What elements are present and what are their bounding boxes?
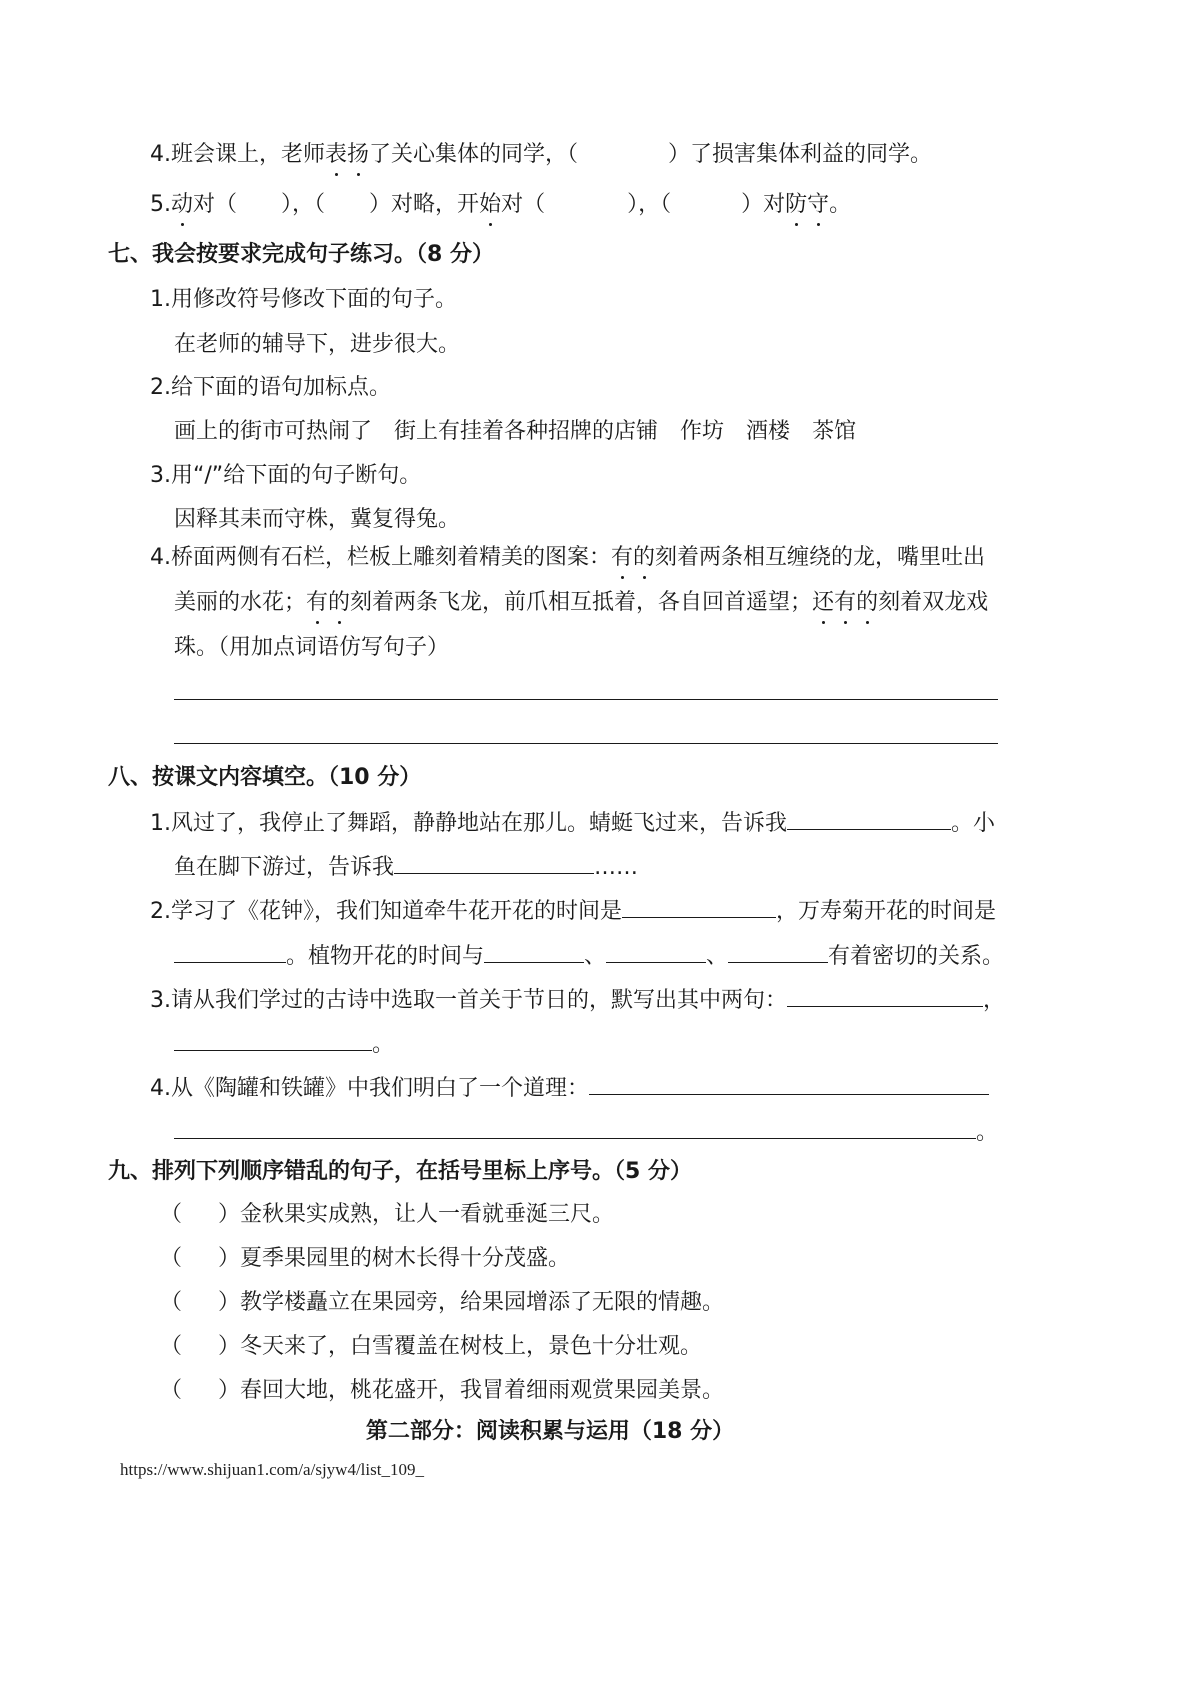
list-item: （ ）冬天来了，白雪覆盖在树枝上，景色十分壮观。	[160, 1334, 703, 1359]
answer-blank[interactable]	[484, 940, 584, 963]
dotted-char: 守	[807, 190, 829, 220]
dotted-char: 有	[611, 543, 633, 573]
section-9-heading: 九、排列下列顺序错乱的句子，在括号里标上序号。（5 分）	[108, 1159, 692, 1184]
question-6-5: 5.动对（ ），（ ）对略，开始对（ ），（ ）对防守。	[150, 190, 851, 220]
question-8-3-line2: 。	[174, 1028, 394, 1060]
dotted-char: 扬	[347, 140, 369, 170]
list-item: （ ）金秋果实成熟，让人一看就垂涎三尺。	[160, 1202, 615, 1227]
question-7-1: 1.用修改符号修改下面的句子。	[150, 287, 457, 312]
question-7-1-sentence: 在老师的辅导下，进步很大。	[174, 332, 461, 357]
question-7-2-sentence: 画上的街市可热闹了 街上有挂着各种招牌的店铺 作坊 酒楼 茶馆	[174, 419, 857, 444]
dotted-char: 的	[633, 543, 655, 573]
answer-blank[interactable]	[787, 807, 951, 830]
dotted-char: 表	[325, 140, 347, 170]
question-8-1-line2: 鱼在脚下游过，告诉我 ……	[174, 851, 638, 883]
dotted-char: 有	[306, 588, 328, 618]
answer-blank[interactable]	[728, 940, 828, 963]
list-item: （ ）夏季果园里的树木长得十分茂盛。	[160, 1246, 571, 1271]
question-8-4-line2: 。	[174, 1116, 998, 1148]
answer-blank[interactable]	[622, 895, 776, 918]
answer-blank[interactable]	[787, 984, 983, 1007]
answer-blank[interactable]	[589, 1072, 989, 1095]
question-7-4-line1: 4.桥面两侧有石栏，栏板上雕刻着精美的图案：有的刻着两条相互缠绕的龙，嘴里吐出	[150, 543, 985, 573]
dotted-char: 动	[171, 190, 193, 220]
question-7-3: 3.用“/”给下面的句子断句。	[150, 463, 422, 488]
answer-line[interactable]	[174, 699, 998, 700]
answer-blank[interactable]	[174, 1116, 976, 1139]
answer-blank[interactable]	[606, 940, 706, 963]
part-2-heading: 第二部分：阅读积累与运用（18 分）	[365, 1419, 735, 1444]
dotted-char: 还	[812, 588, 834, 618]
dotted-char: 的	[328, 588, 350, 618]
dotted-char: 有	[834, 588, 856, 618]
answer-line[interactable]	[174, 743, 998, 744]
answer-blank[interactable]	[174, 940, 286, 963]
section-8-heading: 八、按课文内容填空。（10 分）	[108, 765, 422, 790]
question-7-2: 2.给下面的语句加标点。	[150, 375, 391, 400]
question-8-2-line1: 2.学习了《花钟》，我们知道牵牛花开花的时间是 ，万寿菊开花的时间是	[150, 895, 996, 927]
list-item: （ ）春回大地，桃花盛开，我冒着细雨观赏果园美景。	[160, 1378, 725, 1403]
answer-blank[interactable]	[394, 851, 594, 874]
question-8-1-line1: 1.风过了，我停止了舞蹈，静静地站在那儿。蜻蜓飞过来，告诉我 。小	[150, 807, 995, 839]
dotted-char: 防	[785, 190, 807, 220]
question-8-3-line1: 3.请从我们学过的古诗中选取一首关于节日的，默写出其中两句： ，	[150, 984, 1005, 1016]
question-7-3-sentence: 因释其耒而守株，冀复得兔。	[174, 507, 461, 532]
question-7-4-line3: 珠。（用加点词语仿写句子）	[174, 635, 450, 660]
answer-blank[interactable]	[174, 1028, 372, 1051]
question-7-4-line2: 美丽的水花；有的刻着两条飞龙，前爪相互抵着，各自回首遥望；还有的刻着双龙戏	[174, 588, 988, 618]
question-6-4: 4.班会课上，老师表扬了关心集体的同学，（ ）了损害集体利益的同学。	[150, 140, 932, 170]
dotted-char: 始	[479, 190, 501, 220]
source-url: https://www.shijuan1.com/a/sjyw4/list_109_	[120, 1460, 424, 1479]
question-8-4-line1: 4.从《陶罐和铁罐》中我们明白了一个道理：	[150, 1072, 989, 1104]
list-item: （ ）教学楼矗立在果园旁，给果园增添了无限的情趣。	[160, 1290, 725, 1315]
section-7-heading: 七、我会按要求完成句子练习。（8 分）	[108, 242, 494, 267]
dotted-char: 的	[856, 588, 878, 618]
question-8-2-line2: 。植物开花的时间与 、 、 有着密切的关系。	[174, 940, 1004, 972]
